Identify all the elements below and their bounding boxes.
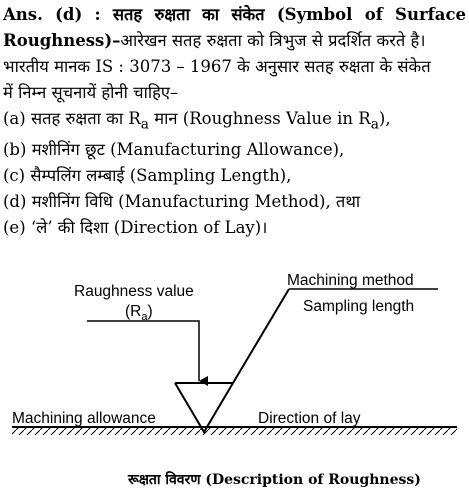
list-marker: (c): [3, 166, 26, 186]
direction-of-lay-label: Direction of lay: [258, 410, 361, 427]
list-text-cont: मान (Roughness Value in R: [148, 109, 371, 128]
symbol-extension-line: [233, 289, 289, 383]
diagram-caption: रूक्षता विवरण (Description of Roughness): [128, 472, 421, 488]
roughness-value-label: Raughness value: [74, 283, 194, 300]
list-item-d: [3, 189, 466, 215]
answer-title-english-cont: Roughness): [3, 31, 113, 50]
answer-title-hindi: सतह रुक्षता का संकेत: [112, 5, 265, 24]
list-text: सतह रुक्षता का R: [30, 109, 141, 128]
surface-roughness-diagram: [0, 262, 469, 502]
list-marker: (d): [3, 192, 27, 212]
sampling-length-label: Sampling length: [303, 298, 415, 315]
list-marker: (a): [3, 109, 26, 128]
machining-method-label: Machining method: [287, 272, 414, 289]
list-subscript-2: a: [370, 116, 379, 133]
list-marker: (b): [3, 140, 27, 160]
answer-prefix: Ans. (d) :: [3, 5, 113, 24]
machining-allowance-label: Machining allowance: [12, 410, 156, 427]
list-text: मशीनिंग छूट (Manufacturing Allowance),: [31, 140, 345, 160]
answer-text-block: [3, 2, 466, 241]
answer-dash: –: [112, 31, 121, 50]
answer-heading-line: [3, 2, 466, 28]
list-marker: (e): [3, 218, 26, 238]
list-item-c: [3, 163, 466, 189]
roughness-leader-line: [87, 321, 199, 381]
surface-hatching: [12, 427, 457, 435]
roughness-symbol-triangle: [175, 383, 233, 432]
list-item-e: [3, 215, 466, 241]
list-item-b: [3, 137, 466, 163]
standard-line-2: में निम्न सूचनायें होनी चाहिए–: [3, 83, 179, 102]
list-text: सैम्पलिंग लम्बाई (Sampling Length),: [30, 166, 292, 186]
list-text: मशीनिंग विधि (Manufacturing Method), तथा: [31, 192, 361, 212]
answer-title-english: (Symbol of Surface: [276, 5, 466, 24]
answer-description: आरेखन सतह रुक्षता को त्रिभुज से प्रदर्शित करते है।: [120, 31, 426, 50]
answer-description-line: [3, 28, 466, 54]
list-text: ‘ले’ की दिशा (Direction of Lay)।: [30, 218, 268, 238]
standard-line-1: भारतीय मानक IS : 3073 – 1967 के अनुसार सतह रुक्षता के संकेत: [3, 57, 431, 76]
list-text-end: ),: [378, 109, 391, 128]
list-subscript: a: [140, 116, 149, 133]
list-item-a: [3, 106, 466, 137]
ra-label: $(R_a)$: [125, 303, 153, 323]
